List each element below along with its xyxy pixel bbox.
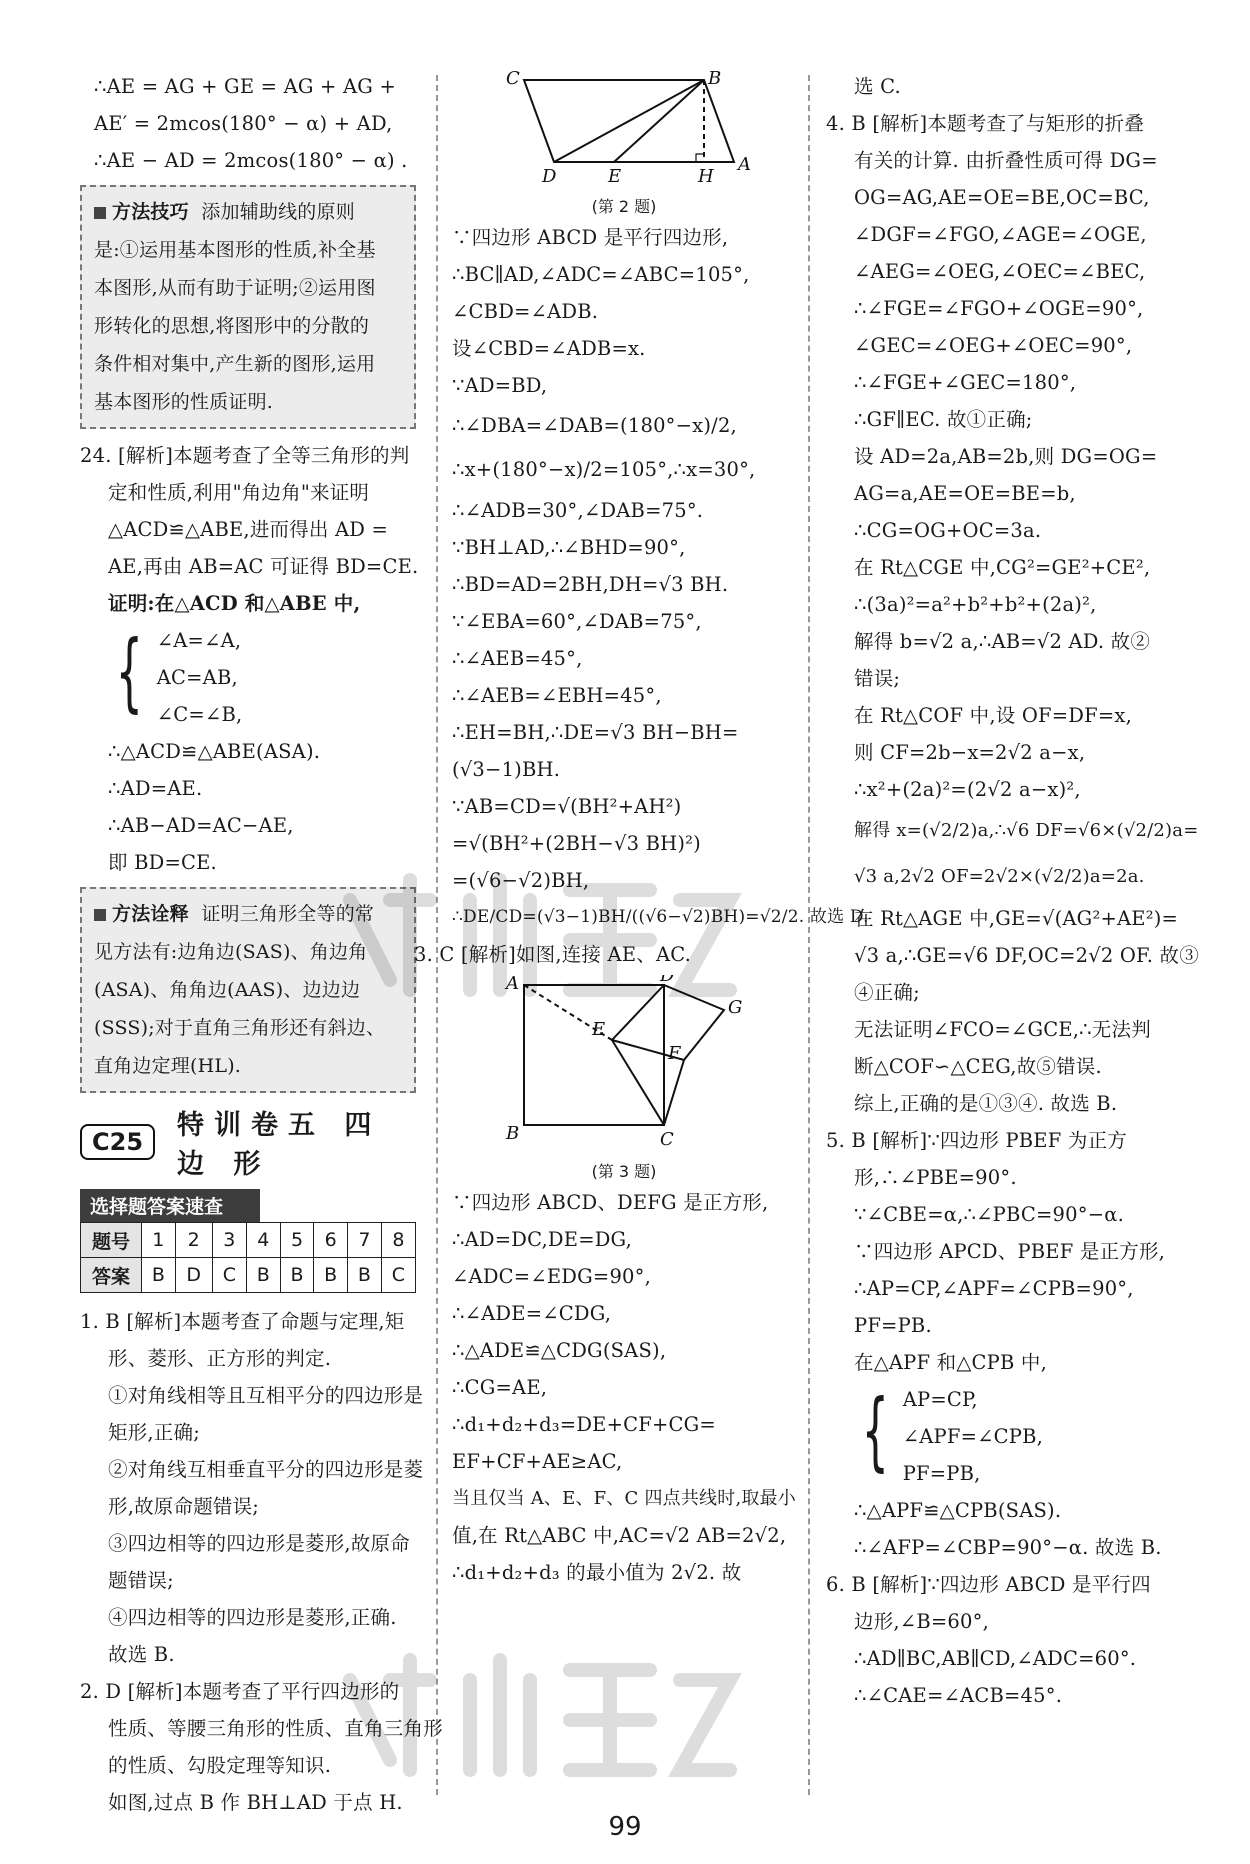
text-line: ∴∠FGE+∠GEC=180°, [854, 371, 1077, 394]
section-code: C25 [80, 1124, 155, 1160]
table-cell: 7 [348, 1223, 382, 1258]
text-line: 边形,∠B=60°, [854, 1610, 989, 1633]
text-line: 1. B [解析]本题考查了命题与定理,矩 [80, 1310, 405, 1333]
text-line: ∴AD=AE. [108, 777, 203, 800]
text-line: 4. B [解析]本题考查了与矩形的折叠 [826, 112, 1145, 135]
text-line: ③四边相等的四边形是菱形,故原命 [108, 1532, 410, 1555]
figure-3 [452, 975, 796, 1182]
table-cell: C [212, 1258, 246, 1293]
column-divider-1 [436, 75, 438, 1795]
text-line: 断△COF∽△CEG,故⑤错误. [854, 1055, 1102, 1078]
text-line: ∠ADC=∠EDG=90°, [452, 1265, 651, 1288]
text-line: ∵BH⊥AD,∴∠BHD=90°, [452, 536, 686, 559]
text-line: ∠AEG=∠OEG,∠OEC=∠BEC, [854, 260, 1146, 283]
text-line: ∴x+(180°−x)/2=105°,∴x=30°, [452, 458, 756, 481]
text-line: =(√6−√2)BH, [452, 869, 590, 892]
text-line: ∴∠AEB=45°, [452, 647, 583, 670]
question-3-head: 3. C [解析]如图,连接 AE、AC. [414, 943, 692, 966]
solutions-4-6 [826, 68, 1199, 1714]
text-line: 24. [解析]本题考查了全等三角形的判 [80, 444, 410, 467]
text-line: ∴x²+(2a)²=(2√2 a−x)², [854, 778, 1081, 801]
label-D: D [660, 975, 675, 986]
text-line: AG=a,AE=OE=BE=b, [854, 482, 1076, 505]
text-line: 性质、等腰三角形的性质、直角三角形 [108, 1717, 443, 1740]
text-line: ∴∠CAE=∠ACB=45°. [854, 1684, 1063, 1707]
tip-text: 见方法有:边角边(SAS)、角边角 [94, 941, 368, 963]
text-line: △ACD≌△ABE,进而得出 AD = [108, 518, 389, 541]
text-line: ∵四边形 ABCD 是平行四边形, [452, 226, 729, 249]
text-line: ∴△APF≌△CPB(SAS). [854, 1499, 1062, 1522]
question-1 [80, 1303, 424, 1673]
text-line: ∴AE − AD = 2mcos(180° − α) . [94, 149, 408, 172]
text-line: 解得 b=√2 a,∴AB=√2 AD. 故② [854, 630, 1151, 653]
table-cell: C [381, 1258, 415, 1293]
text-line: PF=PB, [902, 1462, 981, 1485]
answer-key [80, 1189, 416, 1293]
tip-title: 方法技巧 [112, 201, 189, 223]
condition-brace [826, 1381, 1184, 1492]
label-F: F [668, 1043, 681, 1064]
text-line: ∴AB−AD=AC−AE, [108, 814, 294, 837]
text-line: ②对角线互相垂直平分的四边形是菱 [108, 1458, 424, 1481]
section-title: 特训卷五 四 边 形 [177, 1110, 382, 1180]
text-line: ∵∠EBA=60°,∠DAB=75°, [452, 610, 702, 633]
text-line: 设 AD=2a,AB=2b,则 DG=OG= [854, 445, 1158, 468]
text-line: ∴∠AFP=∠CBP=90°−α. 故选 B. [854, 1536, 1162, 1559]
question-24 [80, 437, 419, 881]
text-line: ∵AB=CD=√(BH²+AH²) [452, 795, 682, 818]
label-A: A [506, 975, 519, 994]
column-left [80, 68, 443, 1821]
text-line: 在 Rt△CGE 中,CG²=GE²+CE², [854, 556, 1151, 579]
text-line: ∴DE/CD=(√3−1)BH/((√6−√2)BH)=√2/2. 故选 D. [452, 907, 869, 927]
brace-icon: { [861, 1381, 890, 1481]
text-line: ∴d₁+d₂+d₃=DE+CF+CG= [452, 1413, 716, 1436]
table-cell: B [246, 1258, 280, 1293]
text-line: ∴CG=OG+OC=3a. [854, 519, 1042, 542]
label-E: E [608, 166, 622, 187]
label-B: B [506, 1123, 520, 1144]
text-line: ∴GF∥EC. 故①正确; [854, 408, 1033, 431]
text-line: ∴∠AEB=∠EBH=45°, [452, 684, 662, 707]
text-line: 无法证明∠FCO=∠GCE,∴无法判 [854, 1018, 1151, 1041]
text-line: AP=CP, [902, 1388, 978, 1411]
text-line: AE′ = 2mcos(180° − α) + AD, [94, 112, 393, 135]
top-lines [80, 68, 416, 179]
label-E: E [592, 1019, 606, 1040]
text-line: 6. B [解析]∵四边形 ABCD 是平行四 [826, 1573, 1151, 1596]
text-line: =√(BH²+(2BH−√3 BH)²) [452, 832, 701, 855]
text-line: 2. D [解析]本题考查了平行四边形的 [80, 1680, 400, 1703]
column-right [826, 68, 1199, 1714]
table-cell: B [348, 1258, 382, 1293]
figure-2 [452, 70, 796, 217]
text-line: ∴(3a)²=a²+b²+b²+(2a)², [854, 593, 1097, 616]
question-2-solution [452, 219, 869, 936]
tip-text: 基本图形的性质证明. [94, 391, 274, 413]
text-line: 5. B [解析]∵四边形 PBEF 为正方 [826, 1129, 1127, 1152]
tip-text: 本图形,从而有助于证明;②运用图 [94, 277, 376, 299]
text-line: 解得 x=(√2/2)a,∴√6 DF=√6×(√2/2)a= [854, 820, 1199, 841]
text-line: √3 a,2√2 OF=2√2×(√2/2)a=2a. [854, 866, 1145, 887]
label-H: H [698, 166, 714, 187]
text-line: ∴△ACD≌△ABE(ASA). [108, 740, 321, 763]
text-line: 设∠CBD=∠ADB=x. [452, 337, 646, 360]
tip-text: (ASA)、角角边(AAS)、边边边 [94, 979, 361, 1001]
text-line: 在 Rt△COF 中,设 OF=DF=x, [854, 704, 1132, 727]
text-line: ∵AD=BD, [452, 374, 548, 397]
text-line: ④四边相等的四边形是菱形,正确. [108, 1606, 397, 1629]
table-cell: 4 [246, 1223, 280, 1258]
tip-title: 方法诠释 [112, 903, 189, 925]
text-line: ∴AE = AG + GE = AG + AG + [94, 75, 396, 98]
text-line: 则 CF=2b−x=2√2 a−x, [854, 741, 1086, 764]
text-line: ∠A=∠A, [156, 629, 242, 652]
text-line: 矩形,正确; [108, 1421, 200, 1444]
text-line: ∴AD∥BC,AB∥CD,∠ADC=60°. [854, 1647, 1137, 1670]
text-line: ∵四边形 APCD、PBEF 是正方形, [854, 1240, 1166, 1263]
label-C: C [506, 70, 520, 89]
text-line: ∴CG=AE, [452, 1376, 548, 1399]
label-G: G [728, 997, 743, 1018]
question-2 [80, 1673, 443, 1821]
text-line: √3 a,∴GE=√6 DF,OC=2√2 OF. 故③ [854, 944, 1199, 967]
tip-text: 是:①运用基本图形的性质,补全基 [94, 239, 376, 261]
text-line: 即 BD=CE. [108, 851, 217, 874]
text-line: (√3−1)BH. [452, 758, 561, 781]
text-line: 有关的计算. 由折叠性质可得 DG= [854, 149, 1158, 172]
text-line: 值,在 Rt△ABC 中,AC=√2 AB=2√2, [452, 1524, 787, 1547]
tip-text: 形转化的思想,将图形中的分散的 [94, 315, 370, 337]
table-cell: 5 [280, 1223, 314, 1258]
text-line: ∴∠ADB=30°,∠DAB=75°. [452, 499, 704, 522]
label-B: B [708, 70, 722, 89]
text-line: 形,故原命题错误; [108, 1495, 260, 1518]
condition-brace [80, 622, 416, 733]
text-line: ∴BD=AD=2BH,DH=√3 BH. [452, 573, 729, 596]
question-3-solution [452, 1184, 796, 1591]
text-line: ∵四边形 ABCD、DEFG 是正方形, [452, 1191, 769, 1214]
square-bullet-icon [94, 207, 106, 219]
text-line: 当且仅当 A、E、F、C 四点共线时,取最小 [452, 1488, 796, 1509]
tip-text: 条件相对集中,产生新的图形,运用 [94, 353, 376, 375]
text-line: 题错误; [108, 1569, 174, 1592]
answer-key-header: 选择题答案速查 [80, 1189, 260, 1222]
row-label: 答案 [81, 1258, 142, 1293]
table-cell: B [314, 1258, 348, 1293]
text-line: 综上,正确的是①③④. 故选 B. [854, 1092, 1118, 1115]
table-cell: 3 [212, 1223, 246, 1258]
table-cell: 1 [142, 1223, 176, 1258]
text-line: 选 C. [854, 75, 901, 98]
text-line: 定和性质,利用"角边角"来证明 [108, 481, 370, 504]
text-line: 如图,过点 B 作 BH⊥AD 于点 H. [108, 1791, 403, 1814]
text-line: 故选 B. [108, 1643, 175, 1666]
table-row [81, 1258, 416, 1293]
parallelogram-diagram [494, 70, 754, 190]
page-number: 99 [608, 1812, 642, 1842]
text-line: AC=AB, [156, 666, 238, 689]
column-divider-2 [808, 75, 810, 1795]
text-line: 在△APF 和△CPB 中, [854, 1351, 1047, 1374]
method-explain-box [80, 887, 416, 1093]
table-cell: 6 [314, 1223, 348, 1258]
figure-caption: (第 3 题) [591, 1162, 657, 1181]
squares-diagram [494, 975, 754, 1155]
text-line: ∠C=∠B, [156, 703, 243, 726]
label-C: C [660, 1129, 674, 1150]
tip-text: (SSS);对于直角三角形还有斜边、 [94, 1017, 386, 1039]
answer-table [80, 1222, 416, 1293]
text-line: ∴AP=CP,∠APF=∠CPB=90°, [854, 1277, 1134, 1300]
label-D: D [542, 166, 557, 187]
text-line: ∴EH=BH,∴DE=√3 BH−BH= [452, 721, 739, 744]
figure-caption: (第 2 题) [591, 197, 657, 216]
text-line: ∠APF=∠CPB, [902, 1425, 1044, 1448]
tip-text: 添加辅助线的原则 [201, 201, 355, 223]
section-heading [80, 1103, 416, 1181]
text-line: AE,再由 AB=AC 可证得 BD=CE. [108, 555, 419, 578]
table-cell: B [280, 1258, 314, 1293]
text-line: ④正确; [854, 981, 920, 1004]
text-line: ∴d₁+d₂+d₃ 的最小值为 2√2. 故 [452, 1561, 742, 1584]
text-line: ①对角线相等且互相平分的四边形是 [108, 1384, 424, 1407]
text-line: 形,∴∠PBE=90°. [854, 1166, 1017, 1189]
text-line: 错误; [854, 667, 901, 690]
text-line: EF+CF+AE≥AC, [452, 1450, 623, 1473]
text-line: 的性质、勾股定理等知识. [108, 1754, 332, 1777]
text-line: 在 Rt△AGE 中,GE=√(AG²+AE²)= [854, 907, 1179, 930]
table-cell: 8 [381, 1223, 415, 1258]
table-cell: 2 [175, 1223, 212, 1258]
label-A: A [738, 154, 751, 175]
text-line: ∴∠DBA=∠DAB=(180°−x)/2, [452, 414, 737, 437]
square-bullet-icon [94, 909, 106, 921]
column-middle [414, 68, 869, 1591]
text-line: ∵∠CBE=α,∴∠PBC=90°−α. [854, 1203, 1125, 1226]
text-line: ∴AD=DC,DE=DG, [452, 1228, 633, 1251]
text-line: ∴△ADE≌△CDG(SAS), [452, 1339, 667, 1362]
text-line: 证明:在△ACD 和△ABE 中, [108, 592, 361, 615]
tip-text: 证明三角形全等的常 [201, 903, 375, 925]
text-line: 形、菱形、正方形的判定. [108, 1347, 332, 1370]
text-line: ∴∠FGE=∠FGO+∠OGE=90°, [854, 297, 1144, 320]
table-cell: D [175, 1258, 212, 1293]
text-line: ∠DGF=∠FGO,∠AGE=∠OGE, [854, 223, 1147, 246]
row-label: 题号 [81, 1223, 142, 1258]
text-line: OG=AG,AE=OE=BE,OC=BC, [854, 186, 1150, 209]
text-line: ∴∠ADE=∠CDG, [452, 1302, 612, 1325]
text-line: PF=PB. [854, 1314, 932, 1337]
text-line: ∠CBD=∠ADB. [452, 300, 599, 323]
text-line: ∠GEC=∠OEG+∠OEC=90°, [854, 334, 1133, 357]
tip-text: 直角边定理(HL). [94, 1055, 242, 1077]
method-tip-box [80, 185, 416, 429]
table-cell: B [142, 1258, 176, 1293]
table-row [81, 1223, 416, 1258]
text-line: ∴BC∥AD,∠ADC=∠ABC=105°, [452, 263, 750, 286]
brace-icon: { [115, 622, 144, 722]
